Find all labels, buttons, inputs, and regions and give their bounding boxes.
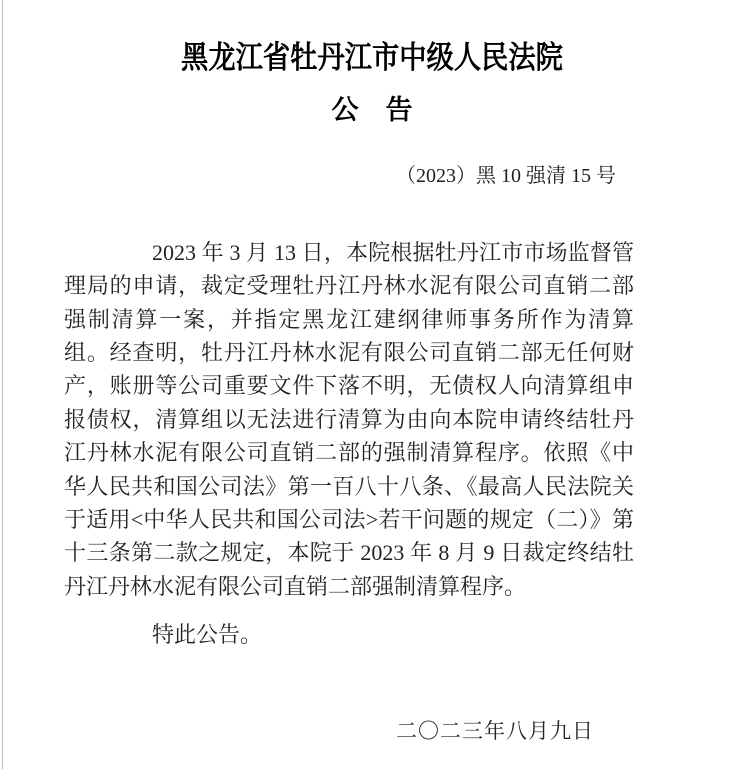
court-name-text: 黑龙江省牡丹江市中级人民法院 <box>181 40 563 75</box>
case-number: （2023）黑 10 强清 15 号 <box>396 164 616 187</box>
page-edge-divider <box>2 0 3 769</box>
announcement-body-paragraph: 2023 年 3 月 13 日，本院根据牡丹江市市场监督管理局的申请，裁定受理牡丹江丹林水泥有限公司直销二部强制清算一案，并指定黑龙江建纲律师事务所作为清算组。经查明，牡丹江丹林水泥有限公司直销二部无任何财产，账册等公司重要文件下落不明，无债权人向清算组申报债权，清算组以无法进行清算为由向本院申请终结牡丹江丹林水泥有限公司直销二部的强制清算程序。依照《中华人民共和国公司法》第一百八十八条、《最高人民法院关于适用<中华人民共和国公司法>若干问题的规定（二）》第十三条第二款之规定，本院于 2023 年 8 月 9 日裁定终结牡丹江丹林水泥有限公司直销二部强制清算程序。 <box>64 239 634 599</box>
court-name-title <box>0 40 744 76</box>
announcement-title: 公 告 <box>331 94 413 125</box>
announcement-date: 二〇二三年八月九日 <box>396 718 594 743</box>
closing-statement: 特此公告。 <box>152 622 263 648</box>
